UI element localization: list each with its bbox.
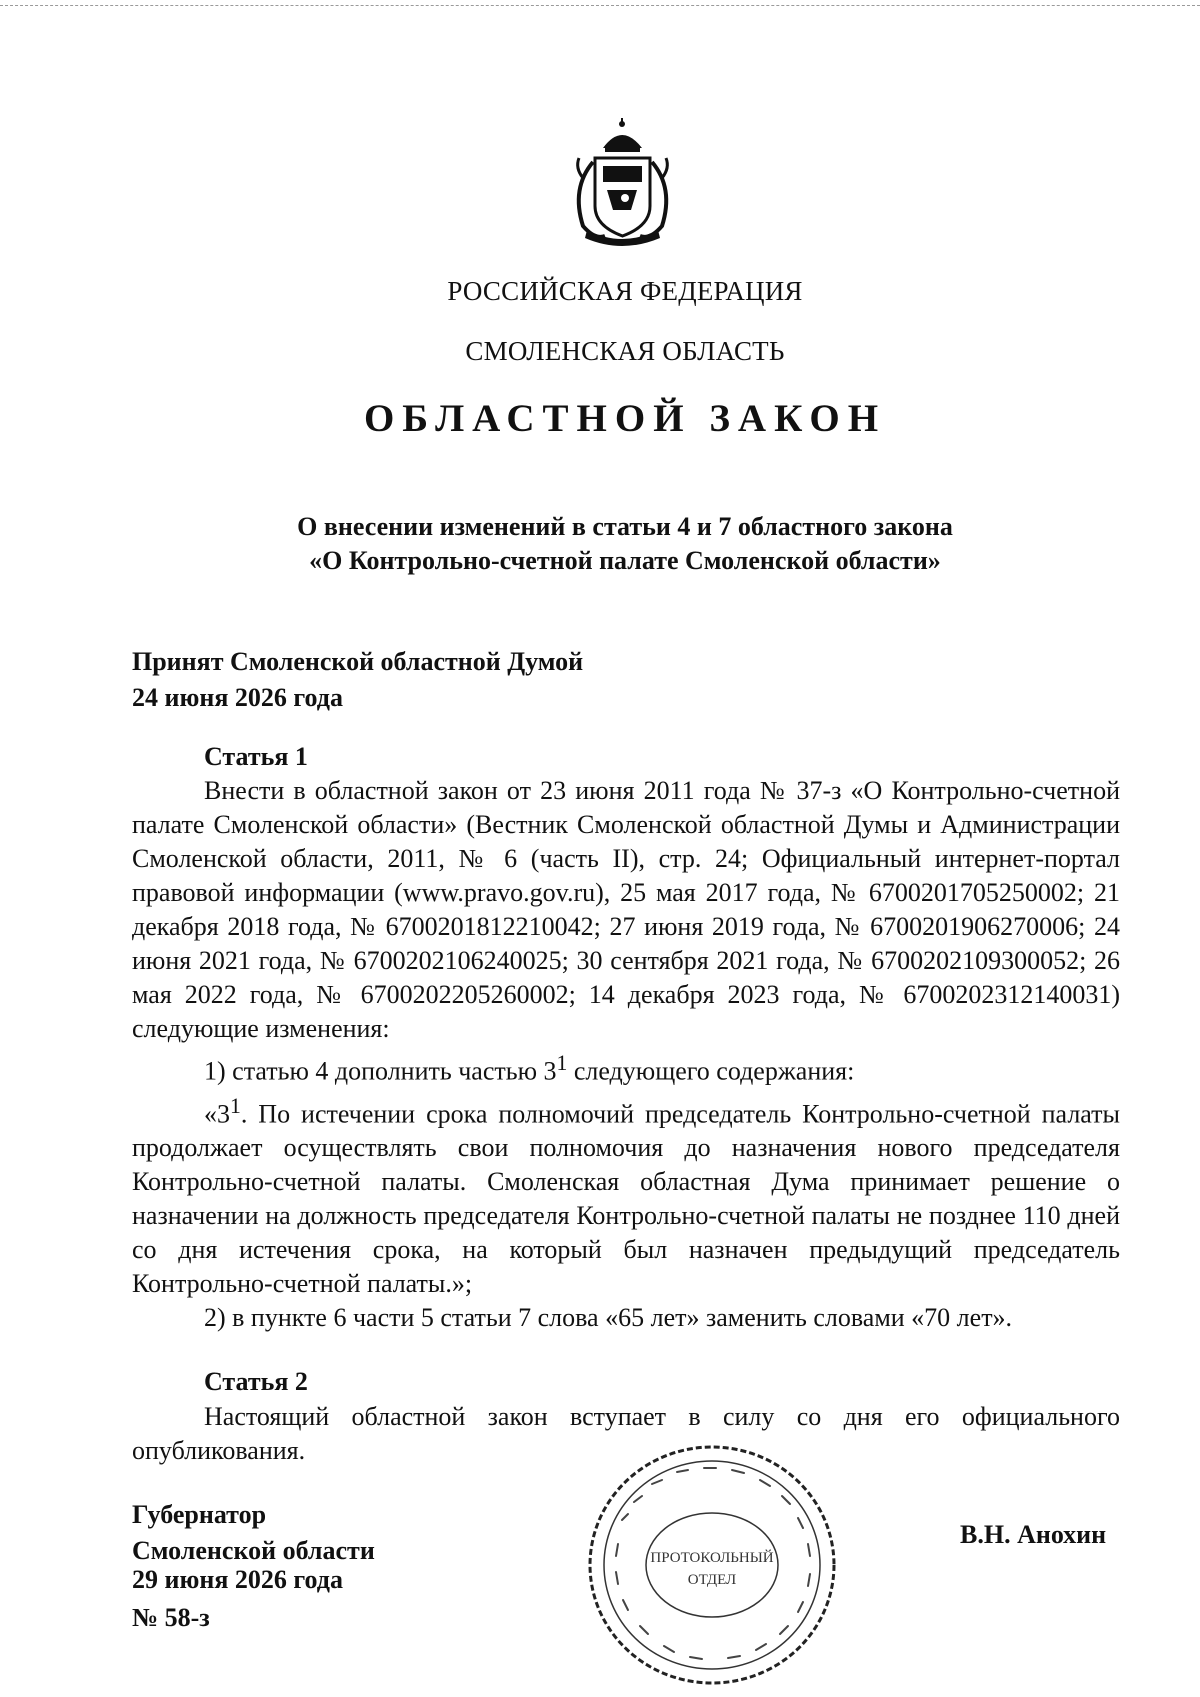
adoption-line-1: Принят Смоленской областной Думой	[132, 647, 584, 676]
article-1-intro: Внести в областной закон от 23 июня 2011 года № 37-з «О Контрольно-счетной палате Смоленской области» (Вестник Смоленской областной Думы и Администрации Смоленской области, 2011, № 6 (часть II), стр. 24; Официальный интернет-портал правовой информации (www.pravo.gov.ru), 25 мая 2017 года, № 6700201705250002; 21 декабря 2018 года, № 6700201812210042; 27 июня 2019 года, № 6700201906270006; 24 июня 2021 года, № 6700202106240025; 30 сентября 2021 года, № 6700202109300052; 26 мая 2022 года, № 6700202205260002; 14 декабря 2023 года, № 6700202312140031) следующие изменения:	[132, 776, 1120, 1043]
article-1-quote	[132, 1089, 1120, 1302]
law-number: № 58-з	[132, 1603, 210, 1632]
quote-superscript: 1	[230, 1093, 241, 1118]
country-heading: РОССИЙСКАЯ ФЕДЕРАЦИЯ	[447, 276, 803, 306]
signing-date: 29 июня 2026 года	[132, 1565, 343, 1594]
stamp-center-line-1: ПРОТОКОЛЬНЫЙ	[650, 1550, 774, 1566]
region-heading: СМОЛЕНСКАЯ ОБЛАСТЬ	[465, 336, 785, 366]
signatory-title	[132, 1497, 375, 1569]
article-1-item-2: 2) в пункте 6 части 5 статьи 7 слова «65 лет» заменить словами «70 лет».	[204, 1303, 1013, 1333]
adoption-note	[132, 644, 583, 716]
stamp-center-line-2: ОТДЕЛ	[687, 1572, 737, 1588]
signatory-name: В.Н. Анохин	[960, 1520, 1107, 1549]
quote-text-b: . По истечении срока полномочий председатель Контрольно-счетной палаты продолжает осуществлять свои полномочия до назначения нового председателя Контрольно-счетной палаты. Смоленская областная Дума принимает решение о назначении на должность председателя Контрольно-счетной палаты не позднее 110 дней со дня истечения срока, на который был назначен предыдущий председатель Контрольно-счетной палаты.»;	[132, 1099, 1120, 1299]
signatory-title-line-1: Губернатор	[132, 1500, 267, 1529]
article-1-heading: Статья 1	[204, 742, 308, 771]
law-subject	[0, 510, 1200, 578]
coat-of-arms-emblem	[565, 118, 680, 248]
signatory-title-line-2: Смоленской области	[132, 1536, 375, 1565]
adoption-date: 24 июня 2026 года	[132, 683, 343, 712]
subject-line-1: О внесении изменений в статьи 4 и 7 областного закона	[297, 512, 953, 541]
article-2-heading: Статья 2	[204, 1367, 308, 1396]
item-1-superscript: 1	[556, 1051, 568, 1075]
item-1-text-b: следующего содержания:	[567, 1056, 855, 1086]
article-1-body	[132, 774, 1120, 1335]
quote-text-a: «3	[204, 1099, 230, 1129]
signing-details	[132, 1561, 432, 1637]
official-seal-stamp	[582, 1440, 842, 1690]
article-1-item-1	[132, 1046, 1120, 1089]
document-type-title: ОБЛАСТНОЙ ЗАКОН	[363, 397, 887, 440]
page-top-rule	[0, 5, 1200, 6]
article-2-text: Настоящий областной закон вступает в силу со дня его официального опубликования.	[132, 1402, 1120, 1465]
subject-line-2: «О Контрольно-счетной палате Смоленской области»	[309, 546, 941, 575]
item-1-text-a: 1) статью 4 дополнить частью 3	[204, 1056, 557, 1086]
